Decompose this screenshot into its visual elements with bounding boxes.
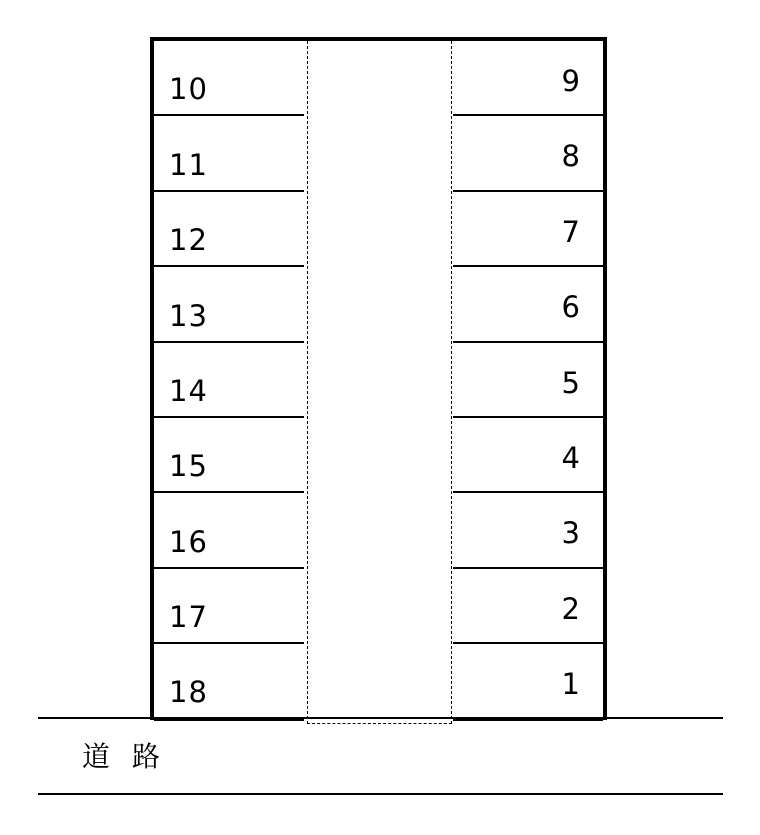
stall-number: 7 bbox=[561, 214, 581, 249]
parking-stall-left bbox=[154, 343, 304, 418]
stall-number: 16 bbox=[169, 524, 208, 559]
stall-number: 13 bbox=[169, 298, 208, 333]
parking-stall-left bbox=[154, 267, 304, 342]
driving-aisle bbox=[307, 41, 452, 724]
parking-stall-right bbox=[453, 418, 603, 493]
parking-stall-left bbox=[154, 41, 304, 116]
stall-number: 14 bbox=[169, 373, 208, 408]
parking-lot bbox=[150, 37, 607, 720]
stall-number: 11 bbox=[169, 147, 208, 182]
stall-number: 4 bbox=[561, 441, 581, 475]
stall-number: 15 bbox=[169, 449, 208, 484]
parking-stall-right bbox=[453, 267, 603, 342]
parking-stall-left bbox=[154, 644, 304, 721]
stall-number: 8 bbox=[561, 139, 581, 174]
parking-stall-left bbox=[154, 192, 304, 267]
parking-stall-right bbox=[453, 192, 603, 267]
parking-stall-left bbox=[154, 116, 304, 191]
left-stall-column bbox=[154, 41, 304, 720]
parking-stall-left bbox=[154, 418, 304, 493]
stall-number: 3 bbox=[561, 516, 581, 551]
stall-number: 1 bbox=[561, 667, 581, 702]
stall-number: 10 bbox=[169, 72, 208, 107]
stall-number: 6 bbox=[561, 290, 581, 325]
parking-stall-left bbox=[154, 493, 304, 568]
stall-number: 2 bbox=[561, 591, 581, 626]
stall-number: 9 bbox=[561, 64, 581, 98]
parking-stall-right bbox=[453, 41, 603, 116]
stall-number: 17 bbox=[169, 600, 208, 635]
stall-number: 12 bbox=[169, 223, 208, 258]
road-edge-bottom bbox=[38, 793, 723, 795]
parking-stall-right bbox=[453, 343, 603, 418]
road-edge-top bbox=[38, 717, 723, 719]
stall-number: 5 bbox=[561, 365, 581, 400]
parking-stall-right bbox=[453, 569, 603, 644]
right-stall-column bbox=[453, 41, 603, 720]
stall-number: 18 bbox=[169, 674, 208, 709]
parking-stall-left bbox=[154, 569, 304, 644]
parking-stall-right bbox=[453, 493, 603, 568]
road-label: 道路 bbox=[82, 740, 183, 773]
parking-stall-right bbox=[453, 644, 603, 721]
parking-stall-right bbox=[453, 116, 603, 191]
